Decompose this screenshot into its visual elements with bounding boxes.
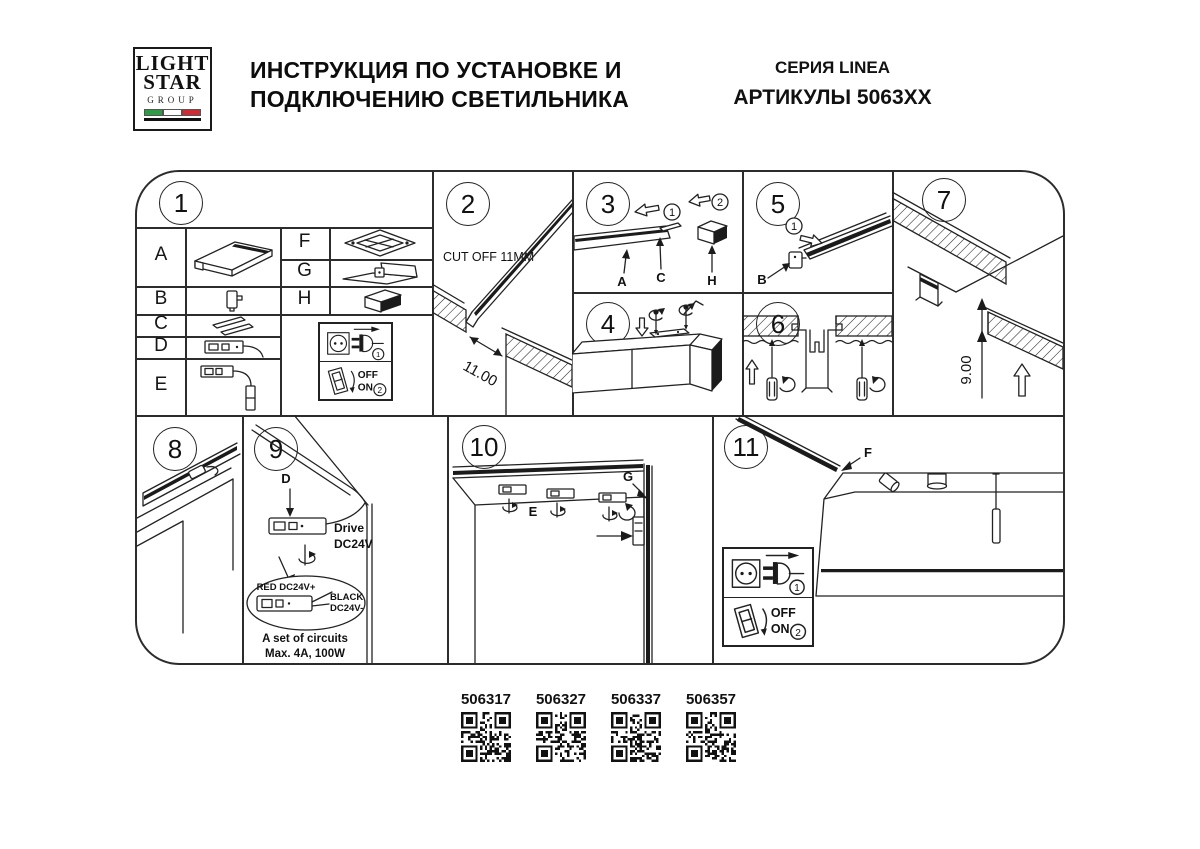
sec7-drawing: [892, 172, 1063, 415]
section-5-feed: [742, 172, 892, 292]
part-ref-c: C: [656, 270, 666, 285]
pendant-fixture-icon: [993, 474, 1001, 543]
downlight-fixture-icon: [928, 474, 947, 489]
off-label: OFF: [357, 369, 378, 381]
qr-label: 506357: [685, 691, 737, 708]
socket-plug-icon: [725, 550, 811, 596]
part-label-d: D: [154, 335, 168, 356]
black-wire-label-2: DC24V-: [330, 603, 364, 614]
part-c-plates-icon: [185, 314, 280, 336]
switch-step-cell: [320, 361, 391, 399]
section-3-number: 3: [586, 182, 630, 226]
sec10-drawing: [447, 415, 712, 663]
part-a-luminaire-icon: [185, 227, 280, 286]
section-6-profile-fix: [742, 292, 892, 415]
part-label-a: A: [154, 244, 168, 265]
black-wire-label-1: BLACK: [330, 592, 364, 603]
section-10-corner-connectors: [447, 415, 712, 663]
step-1-ref: 1: [790, 221, 798, 233]
flag-underline: [144, 118, 201, 121]
drive-label-2: DC24V: [334, 537, 373, 551]
qr-code-row: [460, 691, 737, 767]
qr-item: [685, 691, 737, 767]
spot-fixture-icon: [879, 472, 901, 492]
series-label: СЕРИЯ LINEA: [774, 58, 891, 77]
flag-white: [163, 109, 182, 116]
section-1-number: 1: [159, 181, 203, 225]
section-4-joining: [572, 292, 742, 415]
part-label-c: C: [154, 313, 168, 334]
circuits-note-2: Max. 4A, 100W: [265, 648, 345, 660]
plug-step-cell: [724, 549, 812, 597]
off-label: OFF: [770, 606, 796, 621]
qr-item: [610, 691, 662, 767]
part-g-corner-bracket-icon: [329, 259, 432, 286]
main-panel: [135, 170, 1065, 665]
qr-item: [460, 691, 512, 767]
part-label-h: H: [297, 288, 312, 309]
qr-code-image: [611, 712, 661, 767]
step-2-ref: 2: [716, 197, 724, 209]
sec5-drawing: [742, 172, 892, 292]
section-3-assembly: [572, 172, 742, 292]
part-d-driver-icon: [185, 336, 280, 358]
power-legend-box: [722, 547, 814, 647]
part-f-frame-icon: [329, 227, 432, 259]
switch-icon: [725, 600, 811, 642]
part-ref-d: D: [281, 471, 291, 486]
section-7-recessed-section: [892, 172, 1063, 415]
section-2-number: 2: [446, 182, 490, 226]
section-9-driver-wiring: [242, 415, 447, 663]
logo-word-group: GROUP: [147, 95, 198, 105]
dim-11mm: 11.00: [460, 357, 501, 391]
step-2-badge: 2: [377, 385, 383, 395]
part-label-f: F: [298, 231, 311, 252]
part-label-g: G: [297, 260, 312, 281]
sec6-drawing: [742, 292, 892, 415]
part-ref-h: H: [707, 273, 717, 288]
title-line-1: ИНСТРУКЦИЯ ПО УСТАНОВКЕ И: [250, 57, 622, 83]
cut-off-note: CUT OFF 11MM: [443, 250, 535, 264]
table-line: [280, 227, 282, 415]
lightstar-logo: [133, 47, 212, 131]
red-wire-label: RED DC24V+: [256, 582, 316, 593]
title-line-2: ПОДКЛЮЧЕНИЮ СВЕТИЛЬНИКА: [250, 86, 630, 112]
article-block: [700, 58, 965, 110]
step-2-badge: 2: [795, 628, 801, 640]
socket-plug-icon: [320, 325, 391, 361]
qr-label: 506337: [610, 691, 662, 708]
section-2-cut-profile: [432, 172, 572, 415]
qr-code-image: [536, 712, 586, 767]
logo-word-light: LIGHT: [135, 51, 210, 75]
screwdriver-icon: [767, 339, 795, 400]
dim-9mm: 9.00: [958, 355, 975, 385]
part-ref-f: F: [864, 445, 872, 460]
section-4-number: 4: [586, 302, 630, 346]
qr-label: 506317: [460, 691, 512, 708]
plug-step-cell: [320, 324, 391, 361]
section-8-number: 8: [153, 427, 197, 471]
flag-green: [144, 109, 163, 116]
articles-label: АРТИКУЛЫ 5063XX: [733, 86, 932, 109]
section-7-number: 7: [922, 178, 966, 222]
sec8-drawing: [137, 415, 242, 663]
part-ref-e: E: [528, 504, 538, 519]
sec2-drawing: [432, 172, 572, 415]
page-title: [250, 56, 629, 114]
qr-label: 506327: [535, 691, 587, 708]
step-1-ref: 1: [668, 207, 676, 219]
section-10-number: 10: [462, 425, 506, 469]
part-e-corner-driver-icon: [185, 358, 280, 415]
sec4-drawing: [572, 292, 742, 415]
italian-flag-icon: [144, 109, 201, 116]
power-legend-box: [318, 322, 393, 401]
part-h-corner-piece-icon: [329, 286, 432, 314]
qr-code-image: [461, 712, 511, 767]
drive-label-1: Drive: [334, 521, 365, 535]
part-ref-b: B: [757, 272, 767, 287]
qr-item: [535, 691, 587, 767]
section-9-number: 9: [254, 427, 298, 471]
part-ref-g: G: [622, 469, 634, 484]
part-ref-a: A: [617, 274, 627, 289]
on-label: ON: [357, 382, 373, 394]
screwdriver-icon: [857, 339, 885, 400]
part-b-connector-icon: [185, 286, 280, 314]
logo-word-star: STAR: [143, 70, 202, 94]
sec3-drawing: [572, 172, 742, 292]
section-8-mounted-light: [137, 415, 242, 663]
step-1-badge: 1: [794, 582, 800, 594]
part-label-e: E: [154, 374, 168, 395]
section-5-number: 5: [756, 182, 800, 226]
qr-code-image: [686, 712, 736, 767]
section-11-number: 11: [724, 425, 768, 469]
step-1-badge: 1: [376, 349, 381, 359]
switch-icon: [320, 364, 391, 398]
on-label: ON: [770, 622, 790, 637]
switch-step-cell: [724, 597, 812, 646]
circuits-note-1: A set of circuits: [262, 633, 348, 645]
sec9-drawing: [242, 415, 447, 663]
flag-red: [182, 109, 201, 116]
part-label-b: B: [154, 288, 168, 309]
